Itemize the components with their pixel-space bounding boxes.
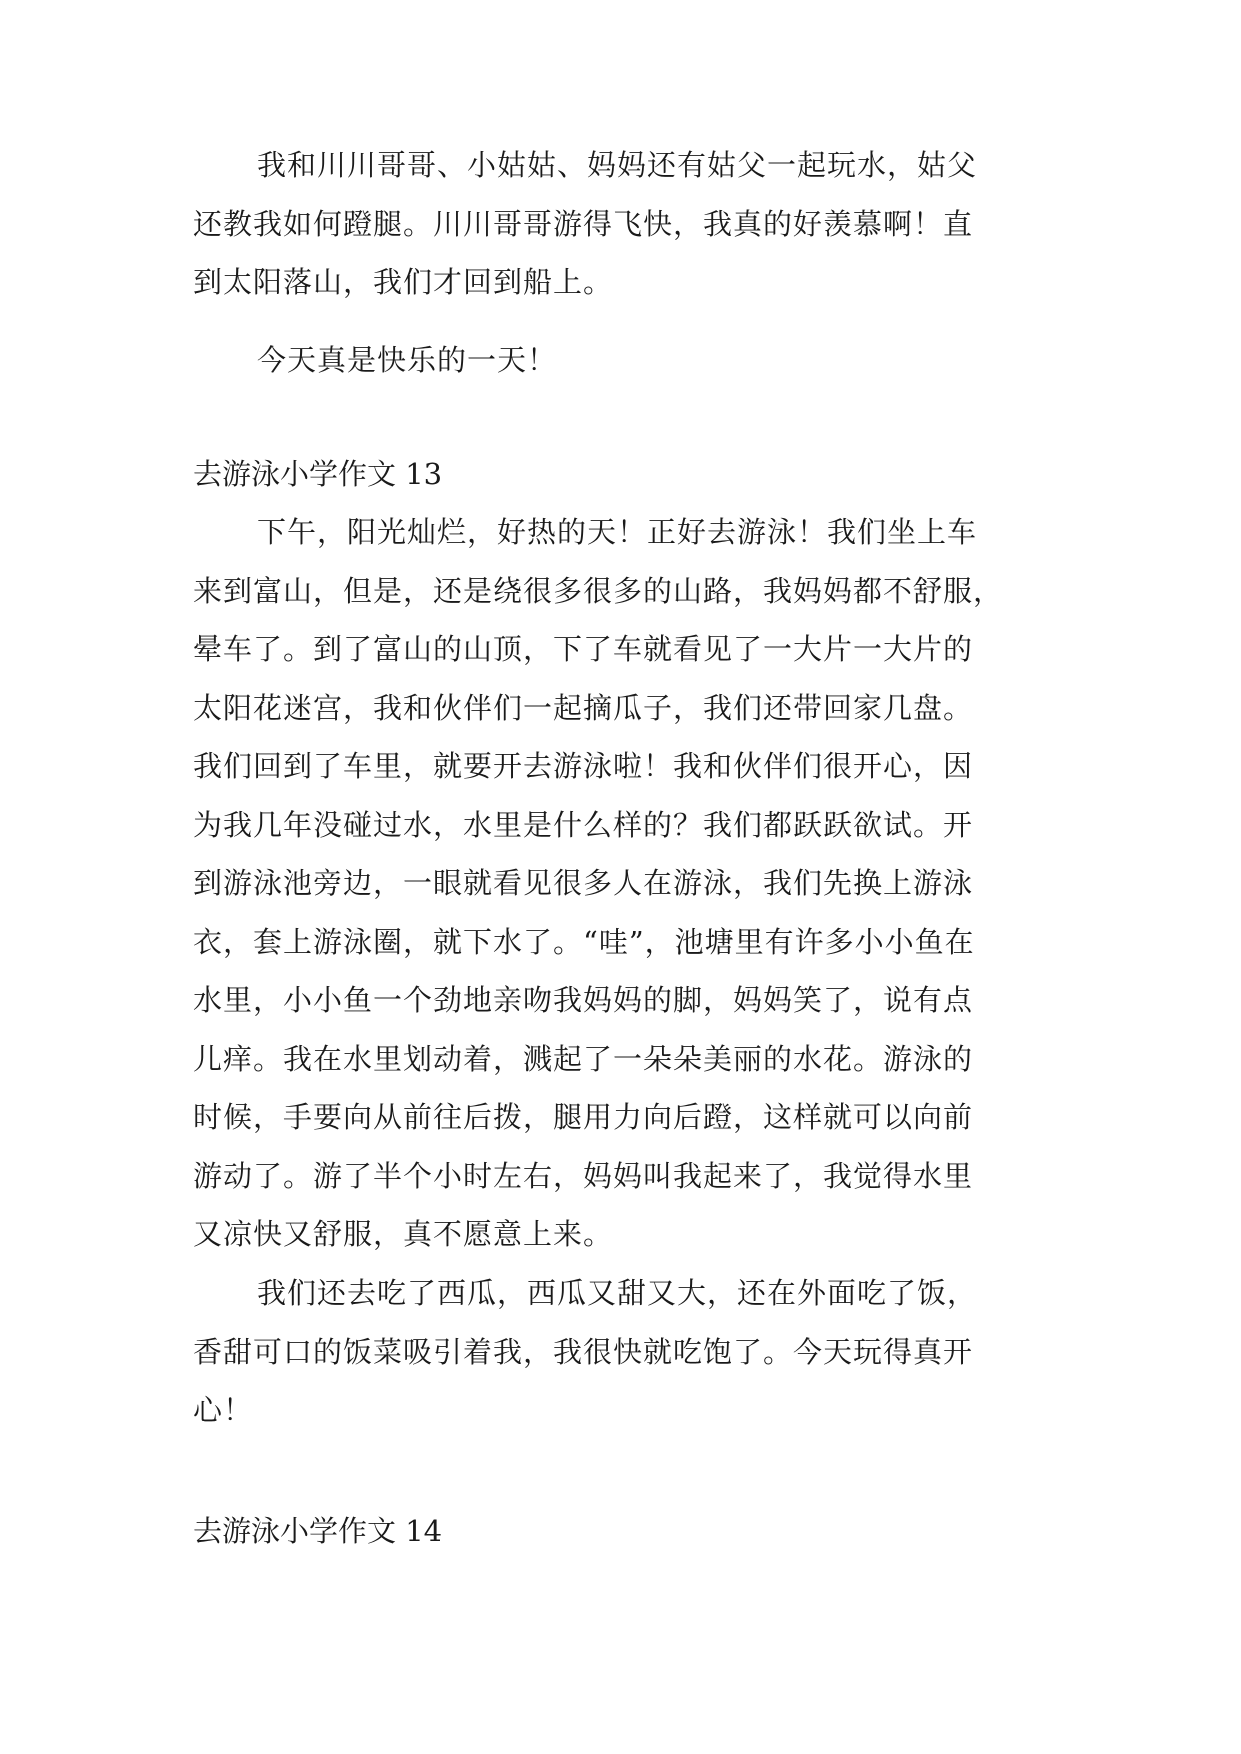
paragraph-line: 到太阳落山，我们才回到船上。 (193, 265, 614, 299)
paragraph-line: 时候，手要向从前往后拨，腿用力向后蹬，这样就可以向前 (193, 1100, 974, 1134)
section-title: 去游泳小学作文 13 (193, 457, 443, 491)
paragraph-line: 水里，小小鱼一个劲地亲吻我妈妈的脚，妈妈笑了，说有点 (193, 983, 974, 1017)
paragraph-line: 下午，阳光灿烂，好热的天！正好去游泳！我们坐上车 (257, 515, 978, 549)
section-title: 去游泳小学作文 14 (193, 1514, 443, 1548)
paragraph-line: 香甜可口的饭菜吸引着我，我很快就吃饱了。今天玩得真开 (193, 1334, 974, 1369)
paragraph-line: 又凉快又舒服，真不愿意上来。 (193, 1217, 614, 1251)
paragraph-line: 心！ (193, 1393, 254, 1427)
paragraph-line: 游动了。游了半个小时左右，妈妈叫我起来了，我觉得水里 (193, 1158, 974, 1193)
paragraph-line: 我和川川哥哥、小姑姑、妈妈还有姑父一起玩水，姑父 (257, 148, 978, 182)
paragraph-line: 儿痒。我在水里划动着，溅起了一朵朵美丽的水花。游泳的 (193, 1041, 974, 1076)
section-heading-13 (193, 445, 1053, 504)
paragraph-line: 来到富山，但是，还是绕很多很多的山路，我妈妈都不舒服， (193, 573, 1004, 608)
paragraph-line: 到游泳池旁边，一眼就看见很多人在游泳，我们先换上游泳 (193, 866, 974, 900)
paragraph-4 (193, 1264, 1053, 1440)
paragraph-line: 我们回到了车里，就要开去游泳啦！我和伙伴们很开心，因 (193, 749, 974, 783)
paragraph-line: 今天真是快乐的一天！ (257, 343, 558, 377)
paragraph-line: 我们还去吃了西瓜，西瓜又甜又大，还在外面吃了饭， (257, 1276, 978, 1310)
section-heading-14 (193, 1502, 1053, 1561)
paragraph-line: 为我几年没碰过水，水里是什么样的？我们都跃跃欲试。开 (193, 807, 974, 842)
paragraph-line: 还教我如何蹬腿。川川哥哥游得飞快，我真的好羡慕啊！直 (193, 206, 974, 241)
paragraph-1 (193, 136, 1053, 312)
paragraph-line: 太阳花迷宫，我和伙伴们一起摘瓜子，我们还带回家几盘。 (193, 690, 974, 725)
paragraph-line: 衣，套上游泳圈，就下水了。“哇”，池塘里有许多小小鱼在 (193, 924, 975, 959)
paragraph-2 (193, 331, 1053, 390)
paragraph-line: 晕车了。到了富山的山顶，下了车就看见了一大片一大片的 (193, 632, 974, 666)
paragraph-3 (193, 503, 1053, 1264)
